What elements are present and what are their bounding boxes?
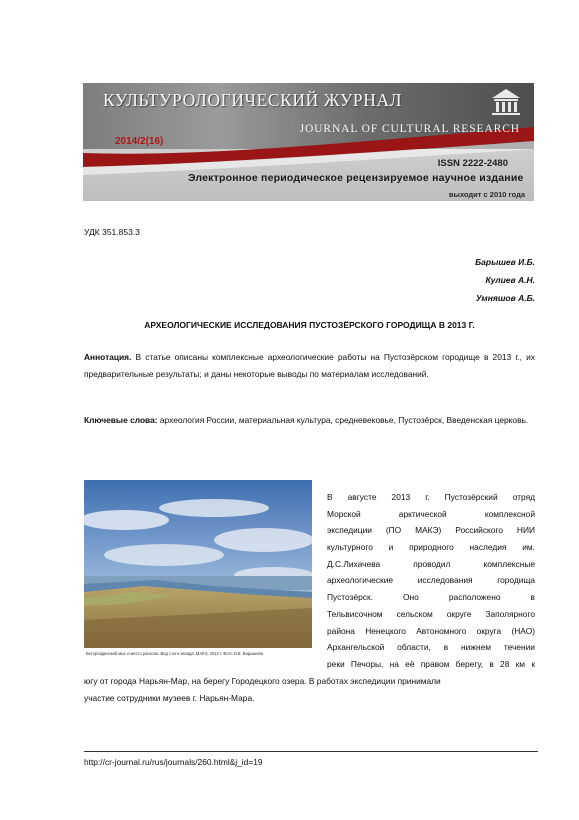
body-text-line: Пустозёрск. Оно расположено в — [327, 592, 535, 603]
body-text-line: реки Печоры, на её правом берегу, в 28 км к — [327, 658, 535, 669]
author-name: Барышев И.Б. — [475, 257, 535, 267]
body-text-line: югу от города Нарьян-Мар, на берегу Городецкого озера. В работах экспедиции принимали — [84, 676, 441, 686]
body-text-line: археологические исследования городища — [327, 575, 535, 586]
body-text-full — [84, 673, 535, 706]
journal-issue: 2014/2(16) — [115, 136, 164, 147]
body-text-line: Д.С.Лихачева проводил комплексные — [327, 558, 535, 569]
footer-url[interactable]: http://cr-journal.ru/rus/journals/260.html&j_id=19 — [84, 757, 263, 767]
body-text-line: Архангельской области, в нижнем течении — [327, 642, 535, 653]
body-text-line: Тельвисочном сельском округе Заполярного — [327, 608, 535, 619]
body-text-line: культурного и природного наследия им. — [327, 542, 535, 553]
keywords-text-line: археология России, материальная культура, средневековье, Пустозёрск, — [159, 415, 445, 425]
abstract-text-line: исследований. — [371, 368, 429, 379]
journal-subtitle: Электронное периодическое рецензируемое научное издание — [188, 172, 524, 184]
author-name: Умняшов А.Б. — [475, 293, 535, 303]
article-title: АРХЕОЛОГИЧЕСКИЕ ИССЛЕДОВАНИЯ ПУСТОЗЁРСКОГО ГОРОДИЩА В 2013 Г. — [144, 320, 475, 330]
journal-since: выходит с 2010 года — [448, 190, 525, 199]
footer-divider — [84, 751, 538, 752]
author-list — [475, 253, 535, 307]
abstract-text-line: В статье описаны комплексные археологические работы на Пустозёрском городище в — [135, 352, 489, 362]
journal-banner — [83, 83, 534, 201]
keywords — [84, 412, 535, 429]
journal-title-ru: КУЛЬТУРОЛОГИЧЕСКИЙ ЖУРНАЛ — [103, 90, 403, 110]
body-text-line: экспедиции (ПО МАКЭ) Российского НИИ — [327, 525, 535, 536]
keywords-text-line: Введенская церковь. — [446, 415, 529, 425]
body-text-line: Морской арктической комплексной — [327, 508, 535, 519]
body-text-line: участие сотрудники музеев г. Нарьян-Мара. — [84, 692, 255, 703]
author-name: Кулиев А.Н. — [485, 275, 535, 285]
photo-caption: Бетороидинский мыс и место раскопа. Вид с юго-запада. МАКЭ, 2013 г. Фото И.Б. Барышева — [86, 651, 263, 656]
body-text-column — [327, 489, 535, 673]
body-text-line: В августе 2013 г. Пустозёрский отряд — [327, 492, 535, 502]
keywords-label: Ключевые слова: — [84, 415, 158, 425]
body-text-line: района Ненецкого Автономного округа (НАО) — [327, 625, 535, 636]
journal-title-en: JOURNAL OF CULTURAL RESEARCH — [299, 123, 520, 135]
journal-issn: ISSN 2222-2480 — [437, 158, 508, 169]
site-photo — [84, 480, 312, 648]
abstract — [84, 349, 535, 382]
abstract-label: Аннотация. — [84, 352, 132, 362]
abstract-text-line: 2013 г., их предварительные результаты; и даны некоторые выводы по материалам — [84, 352, 535, 379]
museum-building-icon — [490, 87, 522, 117]
udk-code: УДК 351.853.3 — [84, 227, 140, 237]
